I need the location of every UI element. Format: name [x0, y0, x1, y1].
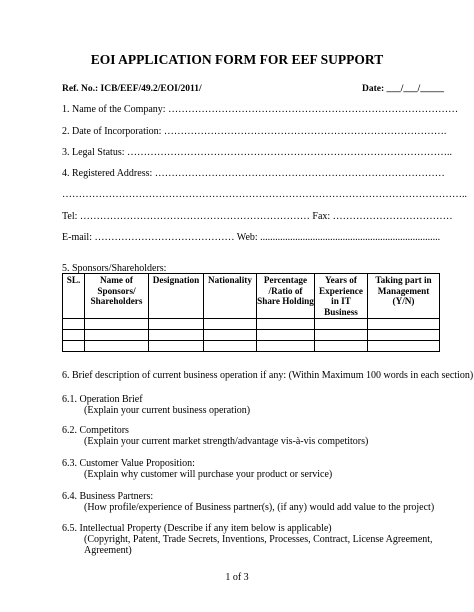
column-header-designation: Designation	[149, 274, 204, 319]
section-6-2-instruction: (Explain your current market strength/advantage vis-à-vis competitors)	[84, 436, 369, 447]
table-row	[63, 341, 440, 352]
section-6-3-instruction: (Explain why customer will purchase your product or service)	[84, 469, 333, 480]
sponsors-table	[62, 273, 440, 352]
reference-number: Ref. No.: ICB/EEF/49.2/EOI/2011/	[62, 84, 202, 94]
section-6-1-instruction: (Explain your current business operation)	[84, 405, 251, 416]
section-6-5-instruction-cont: Agreement)	[84, 545, 132, 556]
column-header-sl: SL.	[63, 274, 85, 319]
table-row	[63, 330, 440, 341]
section-6-5-instruction: (Copyright, Patent, Trade Secrets, Inventions, Processes, Contract, License Agreement,	[84, 534, 433, 545]
legal-status-field: 3. Legal Status: ……………………………………………………………………………………..	[62, 147, 452, 158]
address-continuation-line: …………………………………………………………………………………………………………..	[62, 189, 467, 200]
incorporation-date-field: 2. Date of Incorporation: ………………………………………………………………………….	[62, 126, 447, 137]
sponsors-heading: 5. Sponsors/Shareholders:	[62, 263, 167, 274]
section-6-3-title: 6.3. Customer Value Proposition:	[62, 458, 195, 469]
section-6-4-title: 6.4. Business Partners:	[62, 491, 154, 502]
section-6-5-title: 6.5. Intellectual Property (Describe if any item below is applicable)	[62, 523, 332, 534]
section-6-4-instruction: (How profile/experience of Business partner(s), (if any) would add value to the project)	[84, 502, 435, 513]
section-6-2-title: 6.2. Competitors	[62, 425, 129, 436]
brief-description-heading: 6. Brief description of current business operation if any: (Within Maximum 100 words in each section)	[62, 370, 474, 381]
section-6-1-title: 6.1. Operation Brief	[62, 394, 143, 405]
date-field: Date: ___/___/_____	[362, 84, 445, 94]
column-header-name: Name of Sponsors/ Shareholders	[85, 274, 149, 319]
form-title: EOI APPLICATION FORM FOR EEF SUPPORT	[90, 52, 384, 67]
column-header-nationality: Nationality	[204, 274, 257, 319]
tel-fax-field: Tel: …………………………………………………………… Fax: ………………………………	[62, 211, 453, 222]
table-header-row	[63, 274, 440, 319]
column-header-management: Taking part in Management (Y/N)	[368, 274, 440, 319]
registered-address-field: 4. Registered Address: ……………………………………………………………………………	[62, 168, 445, 179]
company-name-field: 1. Name of the Company: ……………………………………………………………………………	[62, 104, 459, 115]
page-number: 1 of 3	[225, 572, 249, 583]
column-header-experience: Years of Experience in IT Business	[315, 274, 368, 319]
column-header-percentage: Percentage /Ratio of Share Holding	[257, 274, 315, 319]
table-row	[63, 319, 440, 330]
email-web-field: E-mail: …………………………………… Web: ........................................................................	[62, 232, 441, 243]
